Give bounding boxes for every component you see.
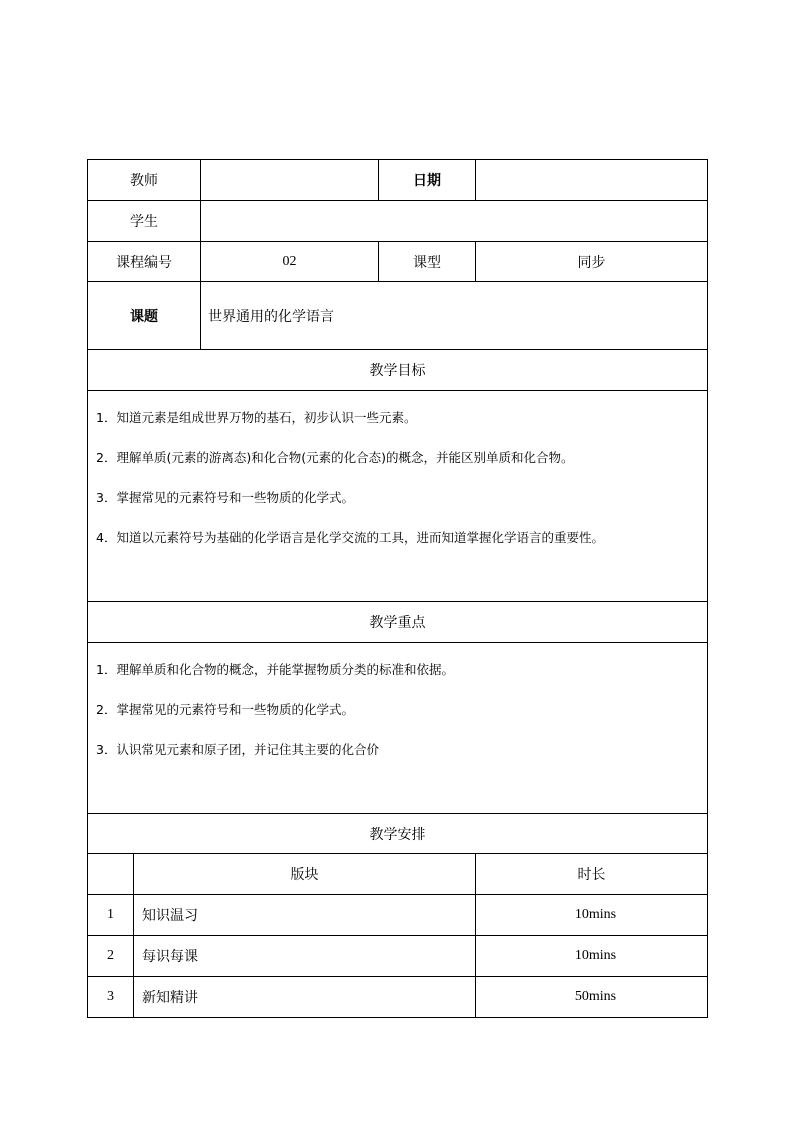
teacher-value bbox=[201, 160, 379, 201]
duration-column-header: 时长 bbox=[476, 854, 708, 895]
key-point-item: 2．掌握常见的元素符号和一些物质的化学式。 bbox=[96, 702, 354, 717]
schedule-duration: 10mins bbox=[476, 936, 708, 977]
objective-item: 4．知道以元素符号为基础的化学语言是化学交流的工具，进而知道掌握化学语言的重要性。 bbox=[96, 530, 604, 545]
schedule-heading: 教学安排 bbox=[88, 814, 708, 854]
schedule-duration: 50mins bbox=[476, 977, 708, 1018]
course-no-value: 02 bbox=[201, 242, 379, 282]
key-points-heading-row bbox=[88, 602, 708, 643]
student-value bbox=[201, 201, 708, 242]
objectives-heading-row bbox=[88, 350, 708, 391]
student-row bbox=[88, 201, 708, 242]
course-type-label: 课型 bbox=[379, 242, 476, 282]
schedule-duration: 10mins bbox=[476, 895, 708, 936]
schedule-module-name: 新知精讲 bbox=[134, 977, 476, 1018]
key-point-item: 1．理解单质和化合物的概念，并能掌握物质分类的标准和依据。 bbox=[96, 662, 454, 677]
lesson-plan-table bbox=[87, 159, 708, 1018]
schedule-no-header bbox=[88, 854, 134, 895]
course-row bbox=[88, 242, 708, 282]
schedule-row bbox=[88, 977, 708, 1018]
topic-label: 课题 bbox=[88, 282, 201, 350]
teacher-row bbox=[88, 160, 708, 201]
schedule-row bbox=[88, 936, 708, 977]
key-points-list bbox=[88, 643, 708, 814]
schedule-row-number: 1 bbox=[88, 895, 134, 936]
date-value bbox=[476, 160, 708, 201]
schedule-row-number: 3 bbox=[88, 977, 134, 1018]
key-point-item: 3．认识常见元素和原子团，并记住其主要的化合价 bbox=[96, 742, 379, 757]
topic-value: 世界通用的化学语言 bbox=[201, 282, 708, 350]
schedule-heading-row bbox=[88, 814, 708, 854]
course-no-label: 课程编号 bbox=[88, 242, 201, 282]
objective-item: 1．知道元素是组成世界万物的基石，初步认识一些元素。 bbox=[96, 410, 417, 425]
topic-row bbox=[88, 282, 708, 350]
teacher-label: 教师 bbox=[88, 160, 201, 201]
schedule-row bbox=[88, 895, 708, 936]
schedule-header-row bbox=[88, 854, 708, 895]
key-points-content-row bbox=[88, 643, 708, 814]
module-column-header: 版块 bbox=[134, 854, 476, 895]
objectives-content-row bbox=[88, 391, 708, 602]
objectives-heading: 教学目标 bbox=[88, 350, 708, 391]
objective-item: 2．理解单质(元素的游离态)和化合物(元素的化合态)的概念，并能区别单质和化合物。 bbox=[96, 450, 574, 465]
schedule-row-number: 2 bbox=[88, 936, 134, 977]
objectives-list bbox=[88, 391, 708, 602]
schedule-module-name: 知识温习 bbox=[134, 895, 476, 936]
student-label: 学生 bbox=[88, 201, 201, 242]
course-type-value: 同步 bbox=[476, 242, 708, 282]
date-label: 日期 bbox=[379, 160, 476, 201]
objective-item: 3．掌握常见的元素符号和一些物质的化学式。 bbox=[96, 490, 354, 505]
key-points-heading: 教学重点 bbox=[88, 602, 708, 643]
schedule-module-name: 每识每课 bbox=[134, 936, 476, 977]
